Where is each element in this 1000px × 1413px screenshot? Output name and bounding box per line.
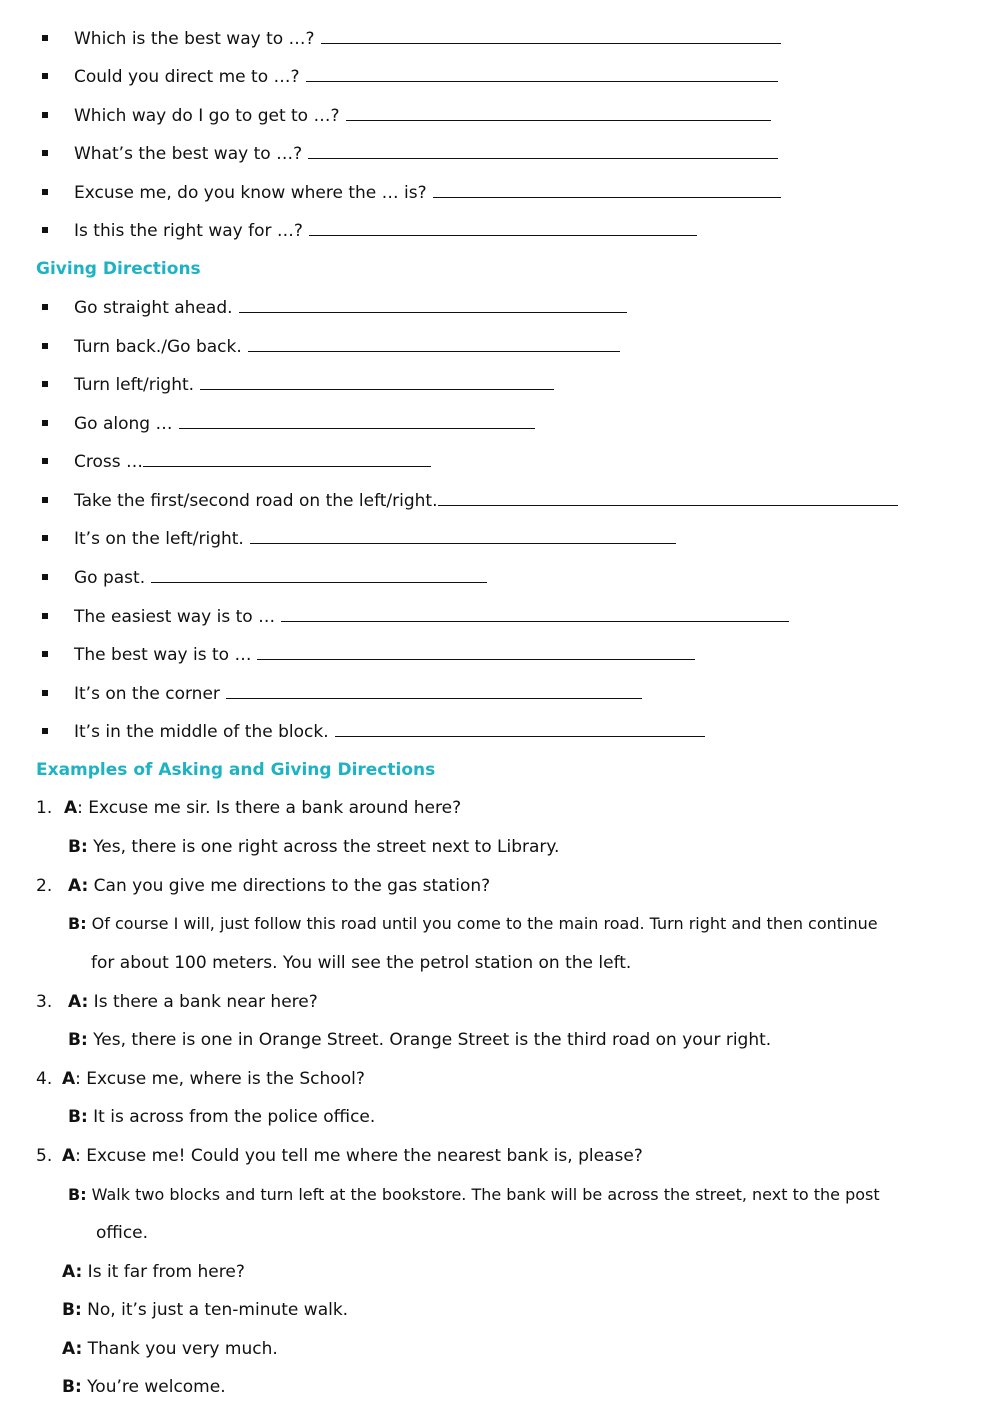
answer-blank[interactable]	[281, 601, 789, 622]
item-number: 5.	[36, 1146, 53, 1166]
bullet-icon	[42, 458, 48, 464]
item-text: Cross …	[74, 452, 144, 472]
speaker-label: A:	[62, 1339, 83, 1359]
answer-blank[interactable]	[438, 485, 898, 506]
bullet-icon	[42, 574, 48, 580]
item-text: Could you direct me to …?	[74, 67, 300, 87]
item-number: 2.	[36, 876, 53, 896]
speaker-label: B:	[68, 1030, 88, 1050]
speaker-label: A	[62, 1069, 76, 1089]
item-text: Excuse me, do you know where the … is?	[74, 183, 427, 203]
bullet-icon	[42, 690, 48, 696]
speaker-label: A:	[68, 992, 89, 1012]
answer-blank[interactable]	[306, 61, 778, 82]
bullet-icon	[42, 613, 48, 619]
bullet-icon	[42, 189, 48, 195]
answer-blank[interactable]	[335, 716, 705, 737]
item-text: What’s the best way to …?	[74, 144, 303, 164]
dialog-text: It is across from the police office.	[87, 1107, 376, 1127]
answer-blank[interactable]	[226, 678, 642, 699]
item-number: 4.	[36, 1069, 53, 1089]
bullet-icon	[42, 535, 48, 541]
item-text: Which is the best way to …?	[74, 29, 315, 49]
dialog-text: Of course I will, just follow this road until you come to the main road. Turn right and then continue	[86, 914, 878, 933]
answer-blank[interactable]	[200, 369, 554, 390]
bullet-icon	[42, 343, 48, 349]
dialog-text: : Excuse me! Could you tell me where the nearest bank is, please?	[75, 1146, 643, 1166]
dialog-text: Is it far from here?	[82, 1262, 245, 1282]
speaker-label: A	[64, 798, 78, 818]
bullet-icon	[42, 150, 48, 156]
dialog-text: Yes, there is one right across the street next to Library.	[87, 837, 560, 857]
item-text: Turn back./Go back.	[74, 337, 242, 357]
answer-blank[interactable]	[179, 408, 535, 429]
item-text: Is this the right way for …?	[74, 221, 303, 241]
dialog-text: No, it’s just a ten-minute walk.	[81, 1300, 349, 1320]
bullet-icon	[42, 227, 48, 233]
speaker-label: A:	[68, 876, 89, 896]
bullet-icon	[42, 497, 48, 503]
answer-blank[interactable]	[321, 23, 781, 44]
item-text: Go along …	[74, 414, 173, 434]
item-number: 1.	[36, 798, 53, 818]
dialog-text: Yes, there is one in Orange Street. Orange Street is the third road on your right.	[87, 1030, 772, 1050]
bullet-icon	[42, 112, 48, 118]
answer-blank[interactable]	[248, 331, 620, 352]
dialog-text: You’re welcome.	[81, 1377, 226, 1397]
item-text: Take the first/second road on the left/right.	[74, 491, 438, 511]
dialog-text: for about 100 meters. You will see the petrol station on the left.	[91, 953, 632, 973]
item-text: Go past.	[74, 568, 146, 588]
answer-blank[interactable]	[257, 639, 695, 660]
speaker-label: B:	[68, 914, 87, 933]
item-text: It’s in the middle of the block.	[74, 722, 329, 742]
speaker-label: B:	[68, 837, 88, 857]
speaker-label: A:	[62, 1262, 83, 1282]
bullet-icon	[42, 35, 48, 41]
answer-blank[interactable]	[239, 292, 627, 313]
answer-blank[interactable]	[308, 138, 778, 159]
speaker-label: A	[62, 1146, 76, 1166]
dialog-text: : Excuse me sir. Is there a bank around here?	[77, 798, 462, 818]
dialog-text: : Excuse me, where is the School?	[75, 1069, 365, 1089]
examples-heading: Examples of Asking and Giving Directions	[36, 760, 436, 780]
answer-blank[interactable]	[151, 562, 487, 583]
item-number: 3.	[36, 992, 53, 1012]
dialog-text: Thank you very much.	[82, 1339, 278, 1359]
bullet-icon	[42, 651, 48, 657]
bullet-icon	[42, 304, 48, 310]
item-text: The easiest way is to …	[74, 607, 276, 627]
bullet-icon	[42, 73, 48, 79]
answer-blank[interactable]	[309, 215, 697, 236]
giving-directions-heading: Giving Directions	[36, 259, 201, 279]
item-text: Go straight ahead.	[74, 298, 233, 318]
item-text: It’s on the left/right.	[74, 529, 244, 549]
item-text: Which way do I go to get to …?	[74, 106, 340, 126]
answer-blank[interactable]	[250, 523, 676, 544]
bullet-icon	[42, 420, 48, 426]
dialog-text: Can you give me directions to the gas station?	[88, 876, 491, 896]
answer-blank[interactable]	[346, 100, 771, 121]
speaker-label: B:	[68, 1107, 88, 1127]
answer-blank[interactable]	[143, 446, 431, 467]
item-text: It’s on the corner	[74, 684, 220, 704]
answer-blank[interactable]	[433, 177, 781, 198]
item-text: The best way is to …	[74, 645, 252, 665]
item-text: Turn left/right.	[74, 375, 195, 395]
speaker-label: B:	[62, 1377, 82, 1397]
dialog-text: Is there a bank near here?	[88, 992, 318, 1012]
dialog-text: Walk two blocks and turn left at the bookstore. The bank will be across the street, next to the post	[86, 1185, 880, 1204]
speaker-label: B:	[68, 1185, 87, 1204]
dialog-text: office.	[96, 1223, 149, 1243]
bullet-icon	[42, 381, 48, 387]
speaker-label: B:	[62, 1300, 82, 1320]
bullet-icon	[42, 728, 48, 734]
